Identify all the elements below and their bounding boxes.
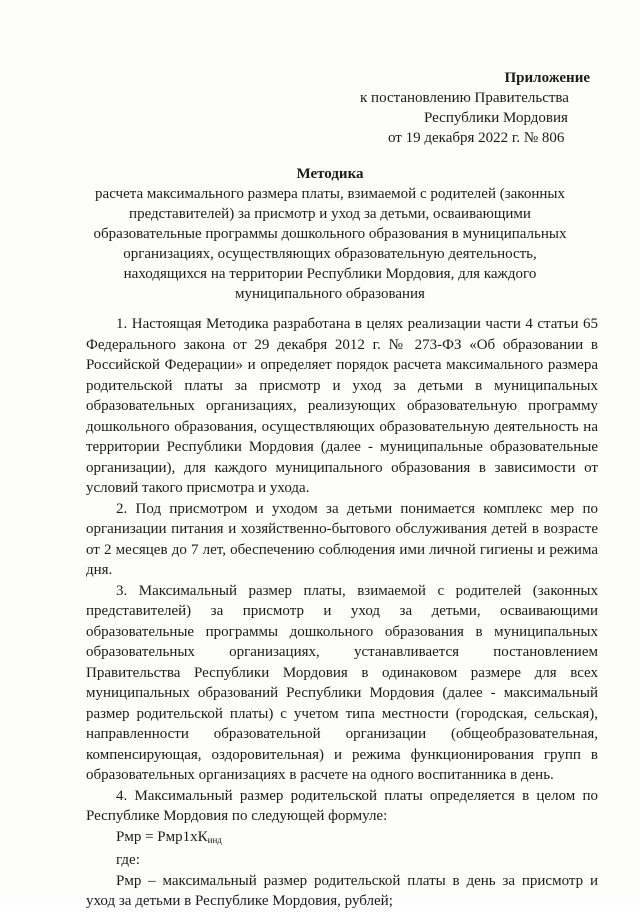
document-title — [80, 164, 580, 304]
appendix-line-1: к постановлению Правительства — [360, 90, 569, 106]
document-heading: Методика — [296, 166, 364, 182]
where-label: где: — [116, 852, 140, 868]
paragraph-2: 2. Под присмотром и уходом за детьми понимается комплекс мер по организации питания и хозяйственно-бытового обслуживания детей в возрасте от 2 месяцев до 7 лет, обеспечению соблюдения ими личной гигиены и режима дня. — [86, 500, 598, 578]
appendix-line-3: от 19 декабря 2022 г. № 806 — [388, 130, 565, 146]
formula-subscript: инд — [207, 834, 222, 845]
formula — [86, 827, 598, 851]
appendix-block — [360, 68, 590, 148]
document-subtitle: расчета максимального размера платы, взимаемой с родителей (законных представителей) за присмотр и уход за детьми, осваивающими образовательные программы дошкольного образования в муниципальных организациях, осуществляющих образовательную деятельность, находящихся на территории Республики Мордовия, для каждого муниципального образования — [93, 186, 567, 302]
formula-rhs: Рмр1хК — [157, 828, 208, 845]
appendix-line-2: Республики Мордовия — [424, 110, 568, 126]
document-body — [86, 314, 598, 912]
appendix-title: Приложение — [504, 70, 590, 86]
paragraph-4: 4. Максимальный размер родительской платы определяется в целом по Республике Мордовия по следующей формуле: — [86, 787, 598, 824]
paragraph-1: 1. Настоящая Методика разработана в целях реализации части 4 статьи 65 Федерального закона от 29 декабря 2012 г. № 273-ФЗ «Об образовании в Российской Федерации» и определяет порядок расчета максимального размера родительской платы за присмотр и уход за детьми в муниципальных образовательных организациях, реализующих образовательную программу дошкольного образования, осуществляющих образовательную деятельность на территории Республики Мордовия (далее - муниципальные образовательные организации), для каждого муниципального образования в зависимости от условий такого присмотра и ухода. — [86, 316, 598, 496]
paragraph-3: 3. Максимальный размер платы, взимаемой с родителей (законных представителей) за присмотр и уход за детьми, осваивающими образовательные программы дошкольного образования в муниципальных образовательных организациях, устанавливается постановлением Правительства Республики Мордовия в одинаковом размере для всех муниципальных образований Республики Мордовия (далее - максимальный размер родительской платы) с учетом типа местности (городская, сельская), направленности образовательной организации (общеобразовательная, компенсирующая, оздоровительная) и режима функционирования групп в образовательных организациях в расчете на одного воспитанника в день. — [86, 582, 598, 783]
formula-lhs: Рмр = — [116, 828, 158, 845]
definition-rmr: Рмр – максимальный размер родительской платы в день за присмотр и уход за детьми в Республике Мордовия, рублей; — [86, 872, 598, 909]
